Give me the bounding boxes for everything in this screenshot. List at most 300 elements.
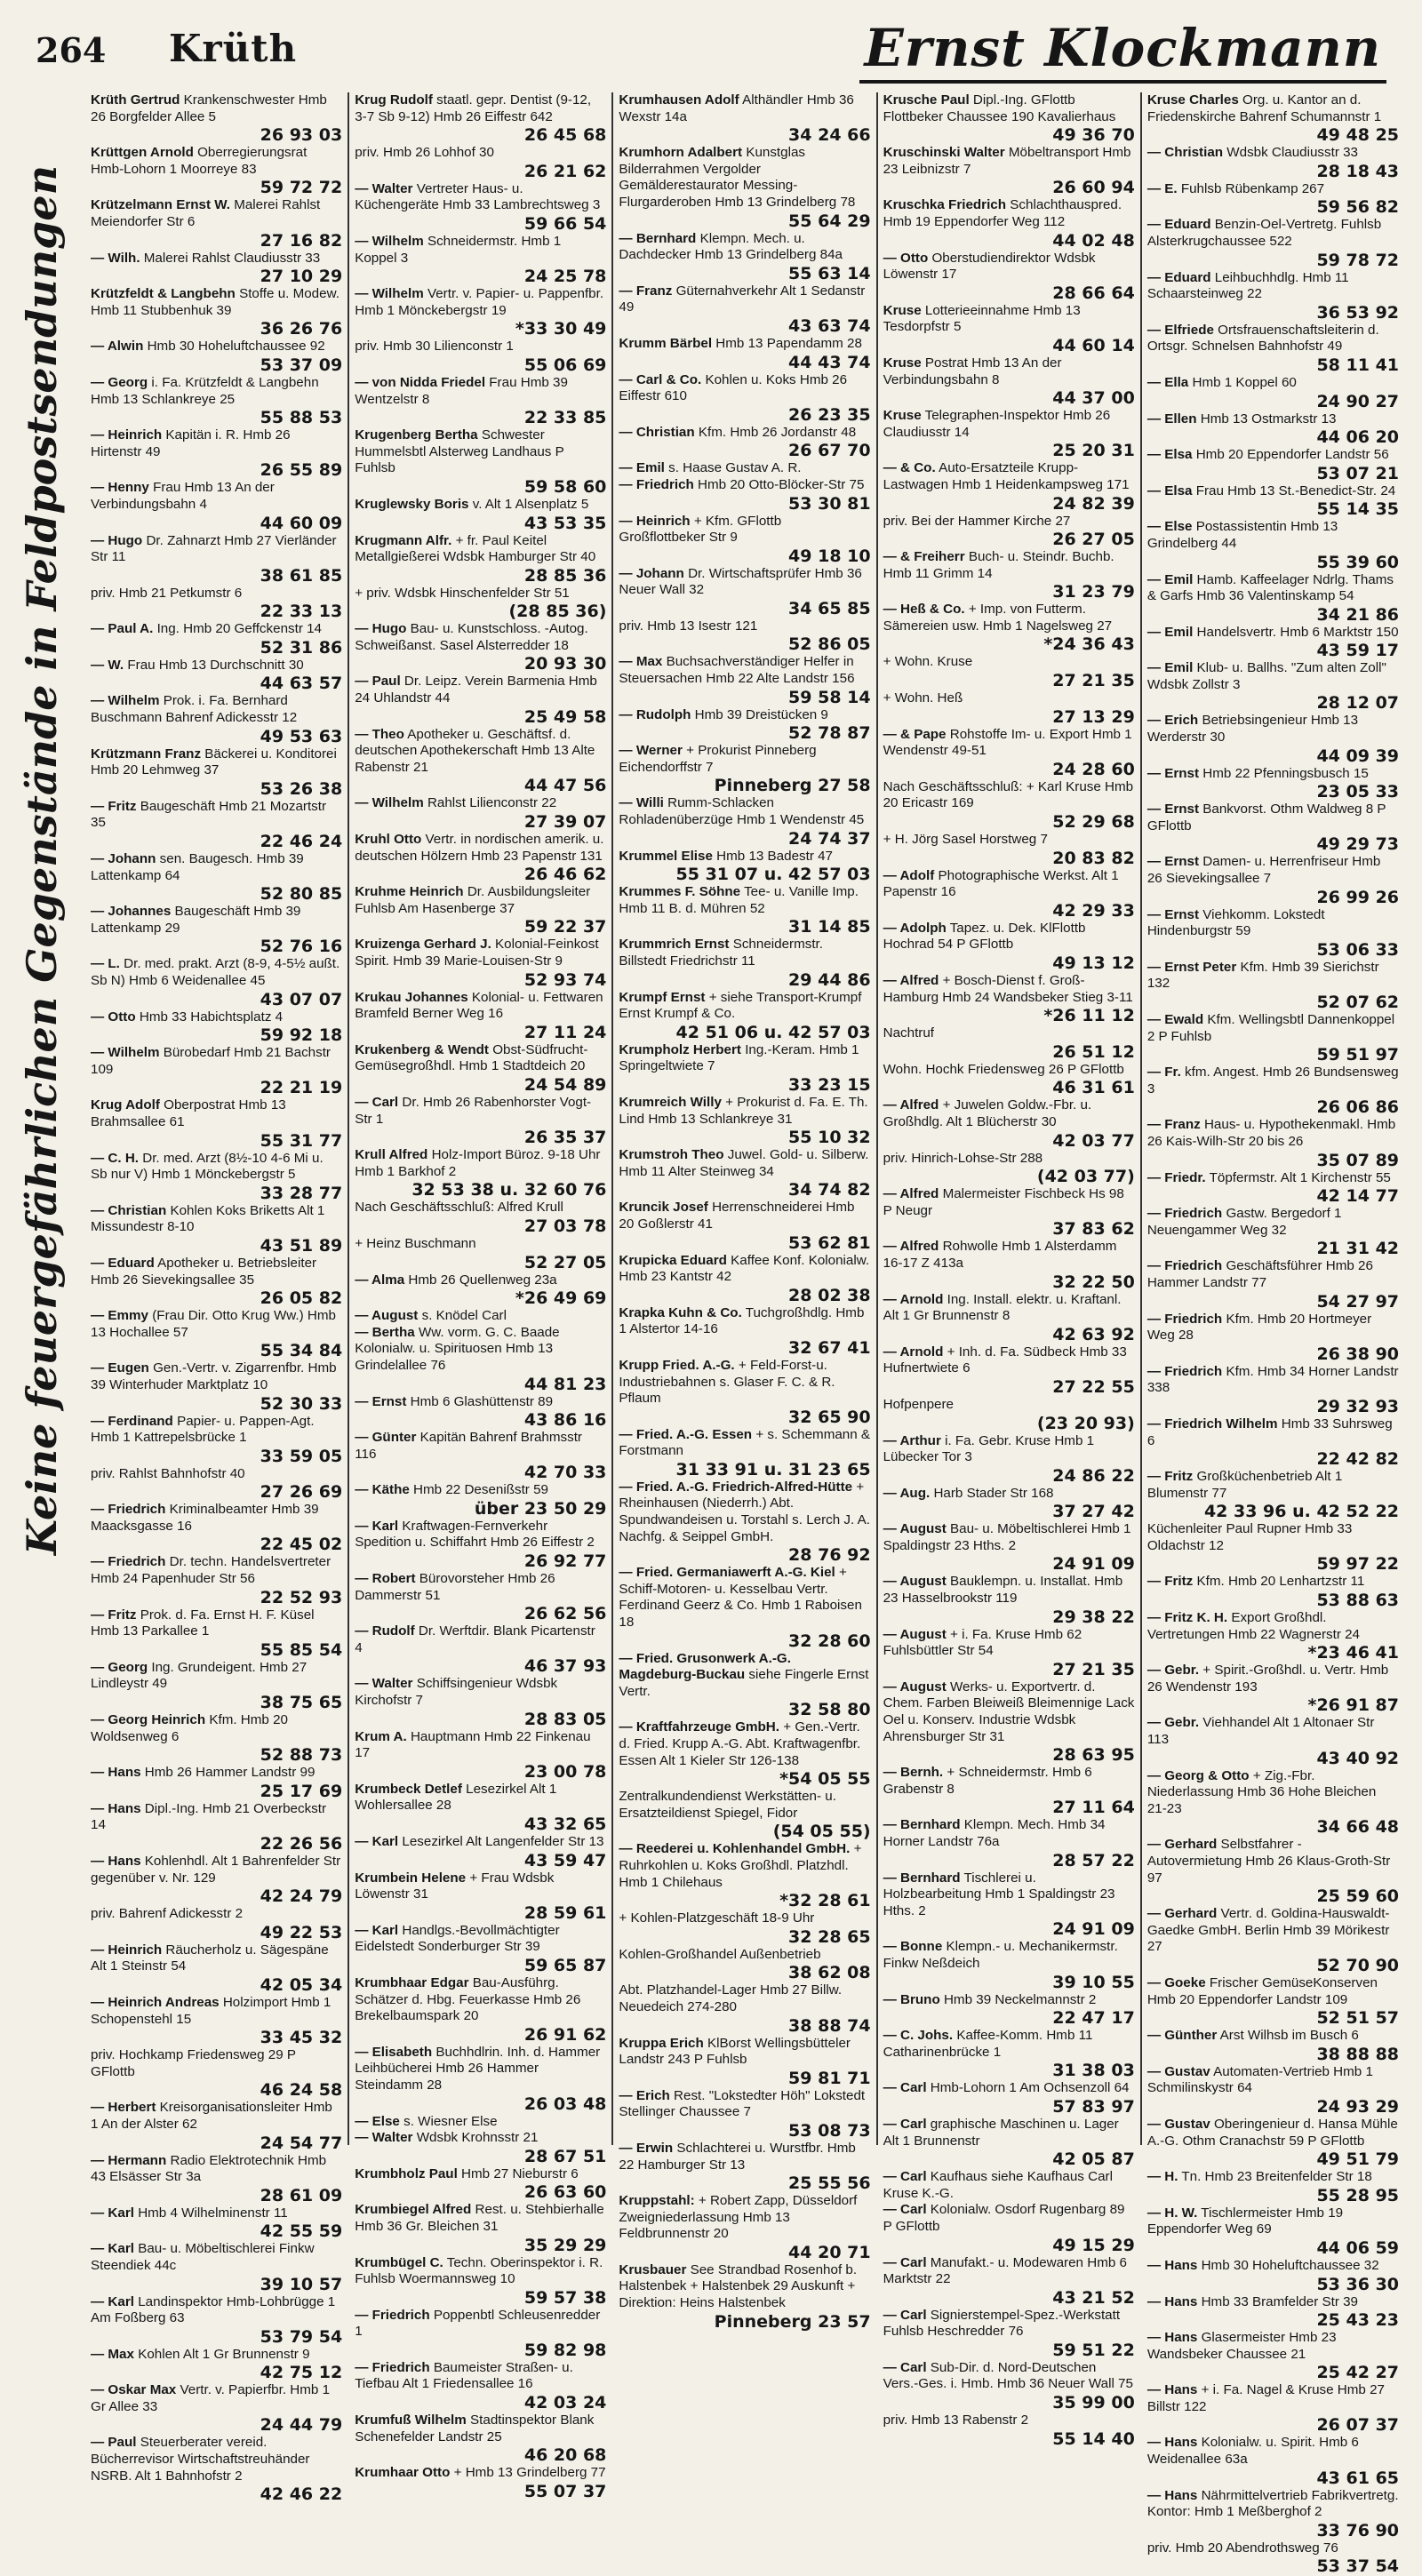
entry-name: Krützelmann Ernst W. — [91, 197, 230, 213]
directory-entry — [619, 2141, 870, 2193]
directory-entry — [883, 2360, 1135, 2413]
entry-description: Baugeschäft Hmb 21 Mozartstr 35 — [91, 798, 327, 831]
directory-entry — [1147, 1837, 1399, 1906]
entry-description: + priv. Wdsbk Hinschenfelder Str 51 — [355, 585, 570, 601]
entry-description: Photographische Werkst. Alt 1 Papenstr 16 — [883, 867, 1119, 900]
directory-entry — [883, 921, 1135, 973]
entry-description: Malerei Rahlst Claudiusstr 33 — [143, 250, 321, 266]
directory-entry — [619, 1147, 870, 1200]
directory-entry — [883, 2080, 1135, 2117]
directory-entry — [91, 1712, 342, 1765]
entry-phone: 44 20 71 — [788, 2242, 871, 2262]
entry-description: Oberingenieur d. Hansa Mühle A.-G. Othm Cranachstr 59 P GFlottb — [1146, 2116, 1398, 2149]
entry-description: Benzin-Oel-Vertretg. Fuhlsb Alsterkrugchaussee 522 — [1146, 217, 1382, 249]
directory-entry — [355, 1095, 606, 1147]
entry-name: — Heinrich — [91, 427, 163, 443]
entry-description: Ing.-Keram. Hmb 1 Springeltwiete 7 — [619, 1041, 859, 1074]
entry-description: Vertr. v. Papier- u. Pappenfbr. Hmb 1 Mönckebergstr 19 — [355, 286, 604, 318]
directory-entry — [1147, 1312, 1399, 1364]
entry-phone: 35 99 00 — [1052, 2393, 1135, 2413]
entry-description: Schneidermstr. Billstedt Friedrichstr 11 — [619, 937, 823, 969]
entry-phone: 52 30 33 — [260, 1393, 343, 1414]
entry-phone: 28 83 05 — [523, 1709, 607, 1729]
entry-description: Automaten-Vertrieb Hmb 1 Schmilinskystr 64 — [1146, 2063, 1373, 2096]
entry-phone: 32 58 80 — [788, 1700, 871, 1720]
entry-phone: 53 88 63 — [1316, 1591, 1400, 1611]
entry-phone: 49 36 70 — [1052, 125, 1135, 146]
entry-description: Obst-Südfrucht-Gemüsegroßhdl. Hmb 1 Stadtdeich 20 — [355, 1041, 588, 1074]
entry-name: — Johann — [619, 565, 684, 581]
entry-name: — Georg — [91, 1659, 148, 1675]
entry-phone: 31 33 91 u. 31 23 65 — [675, 1459, 871, 1479]
entry-description: KlBorst Wellingsbütteler Landstr 243 P Fuhlsb — [619, 2035, 851, 2068]
entry-description: Ortsfrauenschaftsleiterin d. Ortsgr. Schnelsen Bahnhofstr 49 — [1146, 322, 1379, 355]
entry-description: Hofpenpere — [883, 1396, 954, 1412]
entry-phone: 26 07 37 — [1316, 2415, 1400, 2436]
entry-description: Dr. Leipz. Verein Barmenia Hmb 24 Uhlandstr 44 — [355, 674, 597, 706]
entry-phone: 55 07 37 — [523, 2481, 607, 2501]
directory-entry — [883, 1870, 1135, 1940]
entry-phone: 26 38 90 — [1316, 1344, 1400, 1364]
entry-phone: 44 47 56 — [523, 776, 607, 796]
entry-name: — Hans — [91, 1765, 141, 1781]
directory-entry — [1147, 1469, 1399, 1521]
directory-entry — [619, 654, 870, 706]
entry-phone: 43 51 89 — [260, 1235, 343, 1256]
directory-entry — [91, 1995, 342, 2047]
entry-description: Hauptmann Hmb 22 Finkenau 17 — [355, 1728, 591, 1761]
directory-entry — [883, 1765, 1135, 1817]
directory-entry — [883, 1097, 1135, 1150]
entry-description: Hmb 20 Otto-Blöcker-Str 75 — [698, 476, 865, 492]
directory-entry — [619, 884, 870, 937]
entry-description: Rohstoffe Im- u. Export Hmb 1 Wendenstr 49-51 — [883, 726, 1132, 759]
directory-entry — [355, 2114, 606, 2131]
directory-entry — [91, 1360, 342, 1413]
column-5 — [1142, 92, 1404, 2576]
entry-phone: 42 05 87 — [1052, 2149, 1135, 2170]
entry-description: + s. Schemmann & Forstmann — [619, 1426, 871, 1459]
entry-description: priv. Hmb 30 Lilienconstr 1 — [355, 339, 514, 355]
entry-description: Nach Geschäftsschluß: Alfred Krull — [355, 1200, 563, 1216]
entry-phone: 29 38 22 — [1052, 1607, 1135, 1627]
entry-name: — Johannes — [91, 904, 172, 920]
directory-entry — [91, 1203, 342, 1256]
entry-description: Export Großhdl. Vertretungen Hmb 22 Wagnerstr 24 — [1146, 1610, 1360, 1642]
directory-entry — [91, 746, 342, 799]
entry-description: i. Fa. Krützfeldt & Langbehn Hmb 13 Schlankreye 25 — [91, 374, 319, 407]
entry-name: Kruse Charles — [1146, 92, 1239, 108]
entry-phone: 23 05 33 — [1316, 782, 1400, 802]
entry-name: Krull Alfred — [355, 1147, 428, 1163]
directory-entry — [619, 2036, 870, 2088]
entry-phone: 36 26 76 — [260, 319, 343, 339]
entry-description: Tischlermeister Hmb 19 Eppendorfer Weg 69 — [1146, 2205, 1344, 2237]
entry-phone: 35 29 29 — [523, 2235, 607, 2255]
entry-name: Krützfeldt & Langbehn — [91, 286, 236, 302]
entry-description: priv. Bei der Hammer Kirche 27 — [883, 513, 1071, 529]
entry-description: Hmb 1 Koppel 60 — [1192, 374, 1297, 390]
entry-phone: 42 70 33 — [523, 1463, 607, 1483]
advert-title: Ernst Klockmann — [859, 18, 1387, 84]
entry-name: — C. Johs. — [883, 2028, 954, 2044]
entry-description: Bauklempn. u. Installat. Hmb 23 Hasselbrookstr 119 — [883, 1574, 1123, 1607]
entry-phone: 34 74 82 — [788, 1180, 871, 1200]
entry-name: — Karl — [91, 2293, 134, 2309]
directory-entry — [91, 2382, 342, 2435]
directory-entry — [883, 779, 1135, 832]
entry-phone: 49 53 63 — [260, 726, 343, 746]
entry-name: — Herbert — [91, 2100, 156, 2116]
directory-entry — [355, 339, 606, 375]
entry-name: — Fritz — [91, 1607, 137, 1623]
directory-entry — [91, 533, 342, 586]
directory-entry — [91, 2205, 342, 2242]
entry-description: Buchsachverständiger Helfer in Steuersachen Hmb 22 Alte Landstr 156 — [619, 654, 855, 687]
entry-phone: 53 07 21 — [1316, 463, 1400, 483]
entry-description: Sub-Dir. d. Nord-Deutschen Vers.-Ges. i. Hmb. Hmb 36 Neuer Wall 75 — [883, 2359, 1133, 2392]
entry-description: Vertr. d. Goldina-Hauswaldt-Gaedke GmbH. Berlin Hmb 39 Mörikestr 27 — [1146, 1906, 1390, 1955]
entry-phone: 59 92 18 — [260, 1025, 343, 1046]
entry-name: Kruizenga Gerhard J. — [355, 937, 491, 953]
directory-entry — [91, 1554, 342, 1607]
directory-entry — [91, 1765, 342, 1801]
entry-description: Oberstudiendirektor Wdsbk Löwenstr 17 — [883, 250, 1096, 283]
directory-entry — [355, 2166, 606, 2203]
directory-entry — [1147, 181, 1399, 218]
entry-name: — Willi — [619, 795, 664, 811]
directory-entry — [619, 1982, 870, 2035]
entry-description: Wdsbk Krohnsstr 21 — [416, 2130, 539, 2146]
directory-entry — [355, 1272, 606, 1309]
entry-phone: 26 62 56 — [523, 1604, 607, 1624]
directory-entry — [91, 286, 342, 339]
entry-name: — Christian — [91, 1202, 167, 1218]
entry-name: — Alfred — [883, 1097, 939, 1113]
entry-name: Kruhme Heinrich — [355, 884, 464, 900]
entry-phone: 42 14 77 — [1316, 1186, 1400, 1207]
entry-phone: 53 30 81 — [788, 493, 871, 514]
entry-name: — von Nidda Friedel — [355, 374, 486, 390]
entry-description: Zentralkundendienst Werkstätten- u. Ersatzteildienst Spiegel, Fidor — [619, 1789, 836, 1821]
entry-description: Dr. techn. Handelsvertreter Hmb 24 Papenhuder Str 56 — [91, 1554, 332, 1587]
directory-entry — [619, 145, 870, 230]
directory-entry — [355, 1200, 606, 1236]
entry-name: Krupicka Eduard — [619, 1252, 727, 1268]
entry-name: — Emil — [619, 460, 665, 476]
directory-entry — [355, 884, 606, 937]
directory-entry — [91, 851, 342, 904]
entry-description: Vertr. in nordischen amerik. u. deutschen Hölzern Hmb 23 Papenstr 131 — [355, 832, 604, 864]
entry-name: Krukau Johannes — [355, 989, 468, 1005]
entry-name: — Emmy — [91, 1308, 148, 1324]
directory-entry — [883, 1817, 1135, 1870]
directory-entry — [883, 1239, 1135, 1291]
entry-name: — Elsa — [1146, 447, 1193, 463]
entry-description: + H. Jörg Sasel Horstweg 7 — [883, 832, 1048, 848]
entry-phone: 33 59 05 — [260, 1446, 343, 1466]
entry-description: priv. Rahlst Bahnhofstr 40 — [91, 1465, 245, 1481]
entry-phone: 53 79 54 — [260, 2326, 343, 2347]
entry-phone: 27 21 35 — [1052, 1659, 1135, 1679]
entry-description: Dipl.-Ing. Hmb 21 Overbeckstr 14 — [91, 1800, 327, 1833]
directory-entry — [355, 1430, 606, 1482]
entry-description: Frau Hmb 13 St.-Benedict-Str. 24 — [1195, 483, 1396, 498]
entry-description: Hamb. Kaffeelager Ndrlg. Thams & Garfs Hmb 36 Valentinskamp 54 — [1146, 571, 1394, 604]
entry-phone: 42 05 34 — [260, 1974, 343, 1995]
entry-description: Kolonial- u. Fettwaren Bramfeld Berner Weg 16 — [355, 989, 603, 1022]
directory-entry — [91, 1502, 342, 1554]
entry-description: Oberpostrat Hmb 13 Brahmsallee 61 — [91, 1097, 286, 1129]
entry-phone: 59 51 22 — [1052, 2340, 1135, 2360]
directory-entry — [883, 1521, 1135, 1574]
entry-name: — Ernst — [1146, 765, 1200, 781]
entry-phone: *32 28 61 — [779, 1891, 871, 1911]
entry-phone: 27 21 35 — [1052, 671, 1135, 691]
entry-phone: 38 62 08 — [788, 1963, 871, 1983]
entry-phone: 53 08 73 — [788, 2120, 871, 2141]
entry-description: Stadtinspektor Blank Schenefelder Landstr 25 — [355, 2413, 595, 2444]
entry-description: Kaufhaus siehe Kaufhaus Carl Kruse K.-G. — [883, 2169, 1113, 2201]
directory-entry — [355, 2202, 606, 2254]
directory-entry — [883, 1397, 1135, 1433]
directory-entry — [619, 1042, 870, 1095]
entry-phone: 28 85 36 — [523, 565, 607, 586]
entry-name: — Gebr. — [1146, 1715, 1200, 1731]
entry-description: Wohn. Hochk Friedensweg 26 P GFlottb — [883, 1061, 1124, 1077]
entry-name: — Ernst — [1146, 854, 1200, 870]
entry-phone: 44 02 48 — [1052, 230, 1135, 251]
entry-name: — Friedrich — [91, 1554, 166, 1570]
entry-description: Gen.-Vertr. v. Zigarrenfbr. Hmb 39 Winterhuder Marktplatz 10 — [91, 1360, 337, 1392]
entry-phone: 52 76 16 — [260, 937, 343, 957]
entry-description: Bau-Ausführg. Schätzer d. Hbg. Feuerkasse Hmb 26 Brekelbaumspark 20 — [355, 1974, 581, 2024]
entry-description: Arst Wilhsb im Busch 6 — [1219, 2028, 1359, 2044]
entry-description: Ing. Hmb 20 Geffckenstr 14 — [156, 621, 323, 637]
entry-name: — Georg — [91, 374, 148, 390]
entry-description: Hmb 33 Suhrsweg 6 — [1146, 1416, 1393, 1448]
column-2 — [349, 92, 613, 2501]
side-banner: Keine feuergefährlichen Gegenstände in Feldpostsendungen — [18, 164, 66, 1555]
directory-entry — [355, 1308, 606, 1325]
entry-description: Harb Stader Str 168 — [933, 1485, 1054, 1501]
directory-entry — [1147, 1715, 1399, 1767]
entry-phone: 59 51 97 — [1316, 1045, 1400, 1065]
directory-entry — [91, 251, 342, 287]
entry-name: Kruse — [883, 408, 922, 424]
entry-phone: 27 11 24 — [523, 1022, 607, 1042]
entry-phone: 52 07 62 — [1316, 993, 1400, 1012]
entry-description: Rumm-Schlacken Rohladenüberzüge Hmb 1 Wendenstr 45 — [619, 795, 865, 828]
entry-phone: 53 62 81 — [788, 1232, 871, 1253]
entry-name: — Friedrich — [619, 476, 694, 492]
entry-phone: *33 30 49 — [515, 319, 607, 339]
directory-entry — [1147, 519, 1399, 571]
entry-name: — Karl — [355, 1922, 399, 1938]
entry-phone: 26 05 82 — [260, 1288, 343, 1309]
entry-phone: 39 10 57 — [260, 2274, 343, 2294]
entry-name: — H. — [1146, 2169, 1178, 2185]
entry-description: Leihbuchhdlg. Hmb 11 Schaarsteinweg 22 — [1146, 269, 1349, 302]
entry-name: — Georg & Otto — [1146, 1767, 1250, 1783]
entry-description: Geschäftsführer Hmb 26 Hammer Landstr 77 — [1146, 1258, 1373, 1290]
entry-name: — Alwin — [91, 339, 144, 355]
entry-phone: 31 38 03 — [1052, 2061, 1135, 2081]
entry-name: — Günther — [1146, 2028, 1218, 2044]
entry-description: Wdsbk Claudiusstr 33 — [1226, 145, 1358, 161]
entry-phone: 33 45 32 — [260, 2028, 343, 2048]
entry-description: Buchhdlrin. Inh. d. Hammer Leihbücherei Hmb 26 Hammer Steindamm 28 — [355, 2044, 601, 2093]
entry-name: — Karl — [91, 2241, 134, 2257]
entry-description: Postrat Hmb 13 An der Verbindungsbahn 8 — [883, 355, 1062, 387]
entry-name: — Fried. Germaniawerft A.-G. Kiel — [619, 1565, 835, 1581]
entry-name: — Carl — [883, 2359, 927, 2375]
entry-phone: 42 29 33 — [1052, 900, 1135, 921]
entry-name: — Walter — [355, 180, 413, 196]
entry-description: Bäckerei u. Konditorei Hmb 20 Lehmweg 37 — [91, 746, 337, 778]
entry-description: Kolonialw. u. Spirit. Hmb 6 Weidenallee 63a — [1146, 2435, 1359, 2468]
directory-entry — [619, 566, 870, 618]
entry-phone: 25 17 69 — [260, 1781, 343, 1801]
entry-phone: 24 44 79 — [260, 2415, 343, 2436]
directory-entry — [1147, 1975, 1399, 2028]
entry-description: See Strandbad Rosenhof b. Halstenbek + Halstenbek 29 Auskunft + Direktion: Heins Halstenbek — [619, 2261, 858, 2311]
entry-name: — Otto — [91, 1009, 136, 1025]
entry-description: siehe Fingerle Ernst Vertr. — [619, 1667, 869, 1699]
entry-description: Malermeister Fischbeck Hs 98 P Neugr — [883, 1186, 1124, 1218]
entry-phone: 55 88 53 — [260, 408, 343, 428]
entry-name: Kruncik Josef — [619, 1200, 708, 1216]
entry-name: — Fritz — [1146, 1469, 1194, 1485]
directory-entry — [355, 832, 606, 884]
entry-name: — Franz — [619, 283, 673, 299]
entry-phone: 59 82 98 — [523, 2340, 607, 2360]
entry-name: — Elisabeth — [355, 2044, 433, 2060]
entry-description: priv. Hmb 20 Abendrothsweg 76 — [1146, 2540, 1338, 2556]
directory-entry — [619, 2088, 870, 2141]
entry-phone: 34 65 85 — [788, 598, 871, 618]
entry-phone: 53 36 30 — [1316, 2274, 1400, 2294]
entry-phone: 59 22 37 — [523, 917, 607, 937]
directory-entry — [355, 621, 606, 674]
entry-phone: 43 59 17 — [1316, 641, 1400, 661]
entry-phone: 46 24 58 — [260, 2080, 343, 2101]
entry-description: Dr. Werftdir. Blank Picartenstr 4 — [355, 1623, 595, 1655]
entry-phone: 42 75 12 — [260, 2363, 343, 2383]
directory-entry — [883, 197, 1135, 250]
entry-description: Nach Geschäftsschluß: + Karl Kruse Hmb 20 Ericastr 169 — [883, 778, 1134, 811]
entry-name: Krummes F. Söhne — [619, 884, 741, 900]
entry-phone: 24 28 60 — [1052, 759, 1135, 779]
directory-entry — [883, 145, 1135, 197]
entry-phone: 49 48 25 — [1316, 125, 1400, 146]
entry-name: — Karl — [355, 1834, 399, 1849]
entry-name: — Ernst — [355, 1393, 407, 1409]
directory-entry — [1147, 2382, 1399, 2435]
entry-phone: 38 88 88 — [1316, 2044, 1400, 2064]
entry-phone: 58 11 41 — [1316, 355, 1400, 375]
entry-description: Radio Elektrotechnik Hmb 43 Elsässer Str 3a — [91, 2152, 327, 2185]
directory-entry — [619, 92, 870, 145]
entry-name: — August — [883, 1679, 947, 1695]
entry-name: — Rudolf — [355, 1623, 415, 1639]
entry-phone: 22 21 19 — [260, 1078, 343, 1098]
entry-name: — Paul — [91, 2435, 137, 2451]
entry-description: Tee- u. Vanille Imp. Hmb 11 B. d. Mühren 52 — [619, 884, 859, 916]
entry-phone: 43 21 52 — [1052, 2287, 1135, 2308]
entry-description: + Schneidermstr. Hmb 6 Grabenstr 8 — [883, 1765, 1092, 1797]
entry-name: Kruschka Friedrich — [883, 197, 1007, 213]
entry-phone: 43 07 07 — [260, 989, 343, 1009]
entry-name: — Elfriede — [1146, 322, 1214, 338]
directory-entry — [883, 2117, 1135, 2169]
directory-entry — [619, 1565, 870, 1650]
entry-description: Damen- u. Herrenfriseur Hmb 26 Sievekingsallee 7 — [1146, 854, 1381, 887]
entry-name: — W. — [91, 657, 124, 673]
entry-name: — Emil — [1146, 571, 1194, 587]
directory-entry — [355, 2130, 606, 2166]
entry-description: Schwester Hummelsbtl Alsterweg Landhaus P Fuhlsb — [355, 427, 564, 476]
entry-description: priv. Hinrich-Lohse-Str 288 — [883, 1150, 1043, 1166]
entry-phone: 46 20 68 — [523, 2445, 607, 2466]
entry-phone: 24 54 77 — [260, 2133, 343, 2153]
directory-entry — [883, 460, 1135, 513]
entry-description: Hmb 20 Eppendorfer Landstr 56 — [1195, 447, 1389, 463]
entry-description: Holz-Import Büroz. 9-18 Uhr Hmb 1 Barkhof 2 — [355, 1147, 601, 1179]
entry-description: Kohlen u. Koks Hmb 26 Eiffestr 610 — [619, 371, 848, 404]
entry-name: — Max — [619, 654, 663, 670]
column-4 — [878, 92, 1142, 2449]
entry-name: — August — [883, 1626, 947, 1642]
entry-description: Abt. Platzhandel-Lager Hmb 27 Billw. Neuedeich 274-280 — [619, 1982, 843, 2014]
directory-entry — [883, 654, 1135, 690]
entry-name: — Carl & Co. — [619, 371, 702, 387]
directory-entry — [1147, 2488, 1399, 2540]
entry-description: Lotterieeinnahme Hmb 13 Tesdorpfstr 5 — [883, 302, 1081, 335]
entry-description: Dr. Zahnarzt Hmb 27 Vierländer Str 11 — [91, 532, 337, 565]
entry-description: Kaffee-Komm. Hmb 11 Catharinenbrücke 1 — [883, 2028, 1093, 2060]
directory-entry — [1147, 1768, 1399, 1838]
entry-name: — Wilhelm — [355, 233, 424, 249]
directory-entry — [883, 1992, 1135, 2029]
entry-description: Räucherholz u. Sägespäne Alt 1 Steinstr 54 — [91, 1942, 329, 1974]
entry-phone: 31 23 79 — [1052, 582, 1135, 602]
directory-entry — [619, 707, 870, 744]
directory-entry — [619, 1200, 870, 1252]
entry-phone: 29 44 86 — [788, 969, 871, 990]
entry-phone: 53 06 33 — [1316, 939, 1400, 960]
entry-phone: 25 59 60 — [1316, 1886, 1400, 1907]
entry-name: — Bruno — [883, 1991, 940, 2007]
entry-name: — Carl — [883, 2254, 927, 2270]
entry-description: Hmb 33 Bramfelder Str 39 — [1201, 2293, 1359, 2309]
entry-phone: über 23 50 29 — [474, 1498, 607, 1519]
entry-phone: 26 45 68 — [523, 125, 607, 146]
entry-name: — Heß & Co. — [883, 602, 965, 618]
entry-description: + fr. Paul Keitel Metallgießerei Wdsbk Hamburger Str 40 — [355, 532, 596, 565]
entry-name: — Christian — [619, 424, 695, 440]
entry-phone: 26 06 86 — [1316, 1097, 1400, 1118]
entry-description: Kreisorganisationsleiter Hmb 1 An der Alster 62 — [91, 2100, 332, 2132]
entry-name: — Ernst — [1146, 906, 1200, 922]
entry-name: — Adolph — [883, 920, 947, 936]
entry-description: Frau Hmb 39 Wentzelstr 8 — [355, 374, 568, 407]
directory-entry — [619, 372, 870, 425]
entry-description: Hmb-Lohorn 1 Am Ochsenzoll 64 — [930, 2080, 1130, 2096]
entry-description: Möbeltransport Hmb 23 Leibnizstr 7 — [883, 145, 1131, 177]
entry-phone: 42 46 22 — [260, 2484, 343, 2505]
entry-name: — Fried. A.-G. Friedrich-Alfred-Hütte — [619, 1479, 853, 1495]
